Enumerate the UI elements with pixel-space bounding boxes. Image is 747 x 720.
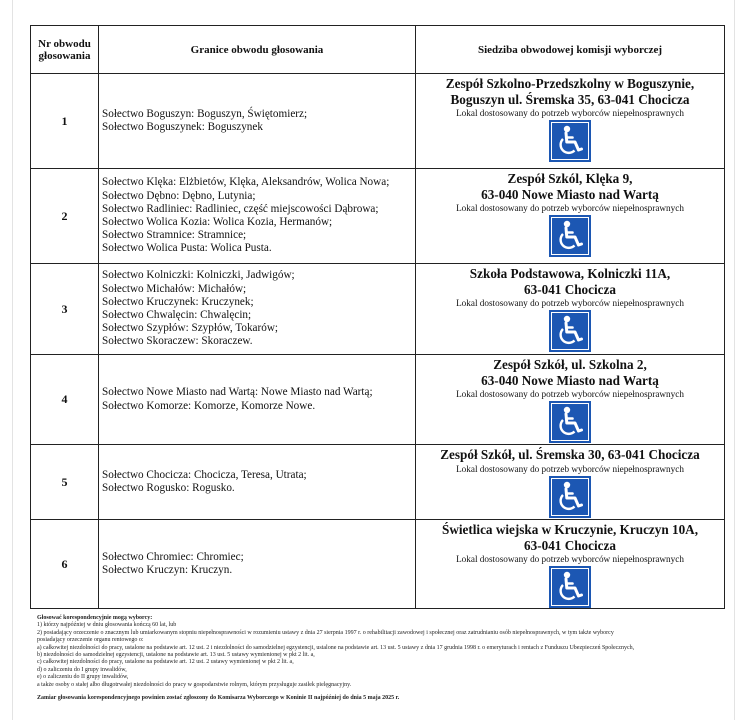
commission-seat — [416, 355, 725, 445]
district-number: 4 — [31, 355, 99, 445]
notes-title: Głosować korespondencyjnie mogą wyborcy: — [37, 615, 153, 621]
table-row — [31, 169, 725, 264]
accessibility-note: Lokal dostosowany do potrzeb wyborców niepełnosprawnych — [456, 389, 684, 399]
commission-seat — [416, 264, 725, 355]
wheelchair-accessibility-icon — [549, 215, 591, 257]
seat-line: Zespół Szkół, ul. Szkolna 2, — [493, 357, 647, 372]
accessibility-note: Lokal dostosowany do potrzeb wyborców niepełnosprawnych — [456, 203, 684, 213]
district-number: 5 — [31, 445, 99, 520]
seat-address — [418, 74, 722, 107]
bounds-line: Sołectwo Michałów: Michałów; — [102, 282, 247, 295]
seat-address — [418, 445, 722, 463]
note-line: d) o zaliczeniu do I grupy inwalidów, — [37, 666, 127, 673]
wheelchair-accessibility-icon — [549, 310, 591, 352]
table-header-row — [31, 26, 725, 74]
seat-line: Świetlica wiejska w Kruczynie, Kruczyn 10A, — [441, 522, 699, 537]
seat-line: 63-041 Chocicza — [524, 537, 616, 553]
bounds-line: Sołectwo Wolica Kozia: Wolica Kozia, Hermanów; — [102, 216, 333, 228]
note-line: posiadający orzeczenie organu rentowego o: — [37, 637, 144, 644]
note-line: 1) którzy najpóźniej w dniu głosowania kończą 60 lat, lub — [37, 622, 177, 629]
seat-line: Szkoła Podstawowa, Kolniczki 11A, — [469, 266, 671, 281]
district-number: 3 — [31, 264, 99, 355]
commission-seat — [416, 74, 725, 169]
header-district-number: Nr obwodu głosowania — [31, 26, 99, 74]
note-line: 2) posiadający orzeczenie o znacznym lub umiarkowanym stopniu niepełnosprawności w rozumieniu ustawy z dnia 27 sierpnia 1997 r. o rehabilitacji zawodowej i społecznej oraz zatrudnianiu osób niepełnosprawnych, w tym także wyborcy — [37, 629, 614, 636]
bounds-line: Sołectwo Chwalęcin: Chwalęcin; — [102, 309, 252, 321]
accessibility-note: Lokal dostosowany do potrzeb wyborców niepełnosprawnych — [456, 298, 684, 308]
seat-address — [418, 520, 722, 553]
commission-seat — [416, 520, 725, 609]
seat-line: Zespół Szkolno-Przedszkolny w Boguszynie, — [445, 76, 695, 91]
seat-line: Zespół Szkół, ul. Śremska 30, 63-041 Chocicza — [440, 447, 700, 462]
bounds-line: Sołectwo Nowe Miasto nad Wartą: Nowe Miasto nad Wartą; — [102, 386, 373, 399]
table-row — [31, 520, 725, 609]
table-row — [31, 264, 725, 355]
seat-address — [418, 355, 722, 388]
table-row — [31, 74, 725, 169]
seat-address — [418, 264, 722, 297]
bounds-line: Sołectwo Dębno: Dębno, Lutynia; — [102, 189, 256, 202]
bounds-line: Sołectwo Wolica Pusta: Wolica Pusta. — [102, 242, 272, 255]
note-line: e) o zaliczeniu do II grupy inwalidów, — [37, 674, 129, 681]
district-number: 2 — [31, 169, 99, 264]
bounds-line: Sołectwo Kruczyn: Kruczyn. — [102, 564, 233, 576]
bounds-line: Sołectwo Kruczynek: Kruczynek; — [102, 295, 254, 308]
table-row — [31, 445, 725, 520]
bounds-line: Sołectwo Komorze: Komorze, Komorze Nowe. — [102, 399, 316, 412]
seat-line: 63-041 Chocicza — [524, 281, 616, 297]
footnotes — [37, 615, 727, 702]
bounds-line: Sołectwo Klęka: Elżbietów, Klęka, Aleksandrów, Wolica Nowa; — [102, 176, 390, 189]
wheelchair-accessibility-icon — [549, 566, 591, 608]
bounds-line: Sołectwo Stramnice: Stramnice; — [102, 229, 247, 242]
accessibility-note: Lokal dostosowany do potrzeb wyborców niepełnosprawnych — [456, 463, 684, 474]
note-line: a) całkowitej niezdolności do pracy, ustalone na podstawie art. 12 ust. 2 i niezdolności do samodzielnej egzystencji, ustalone na podstawie art. 13 ust. 5 ustawy z dnia 17 grudnia 1998 r. o emeryturach i rentach z Funduszu Ubezpieczeń Społecznych, — [37, 644, 635, 651]
bounds-line: Sołectwo Radliniec: Radliniec, część miejscowości Dąbrowa; — [102, 202, 379, 215]
district-bounds — [99, 355, 416, 445]
bounds-line: Sołectwo Boguszyn: Boguszyn, Świętomierz; — [102, 107, 308, 120]
bounds-line: Sołectwo Rogusko: Rogusko. — [102, 482, 235, 494]
district-bounds — [99, 74, 416, 169]
district-bounds — [99, 264, 416, 355]
notes-deadline: Zamiar głosowania korespondencyjnego powinien zostać zgłoszony do Komisarza Wyborczego w Koninie II najpóźniej do dnia 5 maja 2025 r. — [37, 695, 400, 702]
seat-line: 63-040 Nowe Miasto nad Wartą — [481, 372, 659, 388]
note-line: a także osoby o stałej albo długotrwałej niezdolności do pracy w gospodarstwie rolnym, którym przysługuje zasiłek pielęgnacyjny. — [37, 681, 352, 688]
bounds-line: Sołectwo Chocicza: Chocicza, Teresa, Utrata; — [102, 468, 307, 481]
wheelchair-accessibility-icon — [549, 476, 591, 518]
bounds-line: Sołectwo Chromiec: Chromiec; — [102, 550, 244, 563]
polling-districts-table — [30, 25, 725, 609]
note-line: b) niezdolności do samodzielnej egzystencji, ustalone na podstawie art. 13 ust. 5 ustawy wymienionej w pkt 2 lit. a, — [37, 652, 315, 659]
wheelchair-accessibility-icon — [549, 401, 591, 443]
seat-line: Boguszyn ul. Śremska 35, 63-041 Chocicza — [450, 91, 690, 107]
accessibility-note: Lokal dostosowany do potrzeb wyborców niepełnosprawnych — [456, 554, 684, 564]
table-row — [31, 355, 725, 445]
bounds-line: Sołectwo Boguszynek: Boguszynek — [102, 121, 263, 133]
header-district-bounds: Granice obwodu głosowania — [99, 26, 416, 74]
accessibility-note: Lokal dostosowany do potrzeb wyborców niepełnosprawnych — [456, 108, 684, 118]
note-line: c) całkowitej niezdolności do pracy, ustalone na podstawie art. 12 ust. 2 ustawy wymienionej w pkt 2 lit. a, — [37, 659, 294, 666]
seat-address — [418, 169, 722, 202]
district-number: 6 — [31, 520, 99, 609]
district-bounds — [99, 169, 416, 264]
commission-seat — [416, 445, 725, 520]
bounds-line: Sołectwo Kolniczki: Kolniczki, Jadwigów; — [102, 269, 295, 282]
district-bounds — [99, 520, 416, 609]
wheelchair-accessibility-icon — [549, 120, 591, 162]
district-bounds — [99, 445, 416, 520]
header-commission-seat: Siedziba obwodowej komisji wyborczej — [416, 26, 725, 74]
bounds-line: Sołectwo Skoraczew: Skoraczew. — [102, 335, 253, 348]
seat-line: Zespół Szkól, Klęka 9, — [507, 171, 633, 186]
district-number: 1 — [31, 74, 99, 169]
commission-seat — [416, 169, 725, 264]
seat-line: 63-040 Nowe Miasto nad Wartą — [481, 186, 659, 202]
notes-list — [37, 622, 727, 689]
bounds-line: Sołectwo Szypłów: Szypłów, Tokarów; — [102, 322, 279, 335]
